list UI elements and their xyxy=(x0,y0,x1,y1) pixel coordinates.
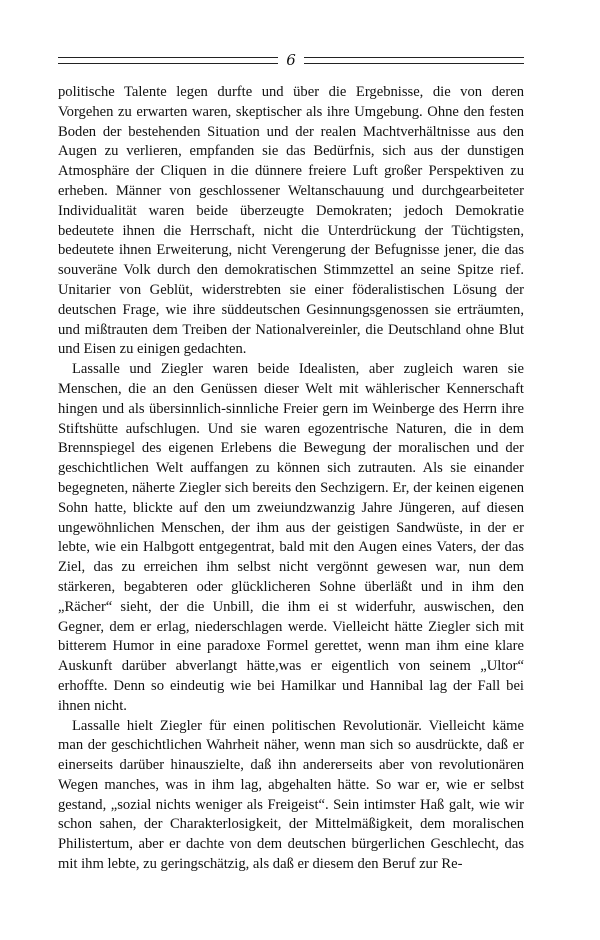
body-text xyxy=(58,83,524,875)
header-rule-left xyxy=(58,57,278,64)
header-rule-right xyxy=(304,57,524,64)
page-header xyxy=(58,50,524,70)
paragraph-3: Lassalle hielt Ziegler für einen politischen Revolutionär. Vielleicht käme man der geschichtlichen Wahrheit näher, wenn man sich so ausdrückte, daß er einerseits darüber hinauszielte, daß ihn andererseits aber von revolutionären Wegen manches, was in ihm lag, abgehalten hätte. So war er, wie er selbst gestand, „sozial nichts weniger als Freigeist“. Sein intimster Haß galt, wie wir schon sahen, der Charakterlosigkeit, der Mittelmäßigkeit, dem moralischen Philistertum, aber er dachte von dem deutschen bürgerlichen Geschlecht, das mit ihm lebte, zu geringschätzig, als daß er diesem den Beruf zur Re- xyxy=(58,717,524,873)
paragraph-2: Lassalle und Ziegler waren beide Idealisten, aber zugleich waren sie Menschen, die an den Genüssen dieser Welt mit wählerischer Kennerschaft hingen und als übersinnlich-sinnliche Freier gern im Weinberge des Herrn ihre Stiftshütte aufschlugen. Und sie waren egozentrische Naturen, die in dem Brennspiegel des eigenen Erlebens die Bewegung der moralischen und der geschichtlichen Welt auffangen zu können sich zutrauten. Als sie einander begegneten, näherte Ziegler sich bereits den Sechzigern. Er, der keinen eigenen Sohn hatte, blickte auf den um zweiundzwanzig Jahre Jüngeren, auf diesen ungewöhnlichen Menschen, der ihm aus der geistigen Sandwüste, in der er lebte, wie ein Halbgott entgegentrat, bald mit den Augen eines Vaters, der das Ziel, das zu erreichen ihm selbst nicht vergönnt gewesen war, nun dem stärkeren, begabteren oder glücklicheren Sohne überläßt und in ihm den „Rächer“ sieht, der die Unbill, die ihm ei st widerfuhr, auswischen, den Gegner, dem er erlag, niederschlagen werde. Vielleicht hätte Ziegler sich mit bitterem Humor in eine paradoxe Formel gerettet, wenn man ihm eine klare Auskunft darüber abverlangt hätte,was er eigentlich von seinem „Ultor“ erhoffte. Denn so eindeutig wie bei Hamilkar und Hannibal lag der Fall bei ihnen nicht. xyxy=(58,361,524,714)
paragraph-1: politische Talente legen durfte und über die Ergebnisse, die von deren Vorgehen zu erwarten waren, skeptischer als ihre Umgebung. Ohne den festen Boden der bestehenden Situation und der realen Machtverhältnisse aus den Augen zu verlieren, empfanden sie das Bedürfnis, sich aus der dunstigen Atmosphäre der Cliquen in die dünnere freiere Luft großer Perspektiven zu erheben. Männer von geschlossener Weltanschauung und durchgearbeiteter Individualität waren beide überzeugte Demokraten; jedoch Demokratie bedeutete ihnen die Herrschaft, nicht die Unterdrückung der Tüchtigsten, bedeutete ihnen Erweiterung, nicht Verengerung der Befugnisse jener, die das souveräne Volk durch den demokratischen Stimmzettel an seine Spitze rief. Unitarier von Geblüt, widerstrebten sie einer föderalistischen Lösung der deutschen Frage, wie ihre süddeutschen Gesinnungsgenossen sie erträumten, und mißtrauten dem Treiben der Nationalvereinler, die Deutschland ohne Blut und Eisen zu einigen gedachten. xyxy=(58,84,524,358)
page-number: 6 xyxy=(286,51,296,69)
